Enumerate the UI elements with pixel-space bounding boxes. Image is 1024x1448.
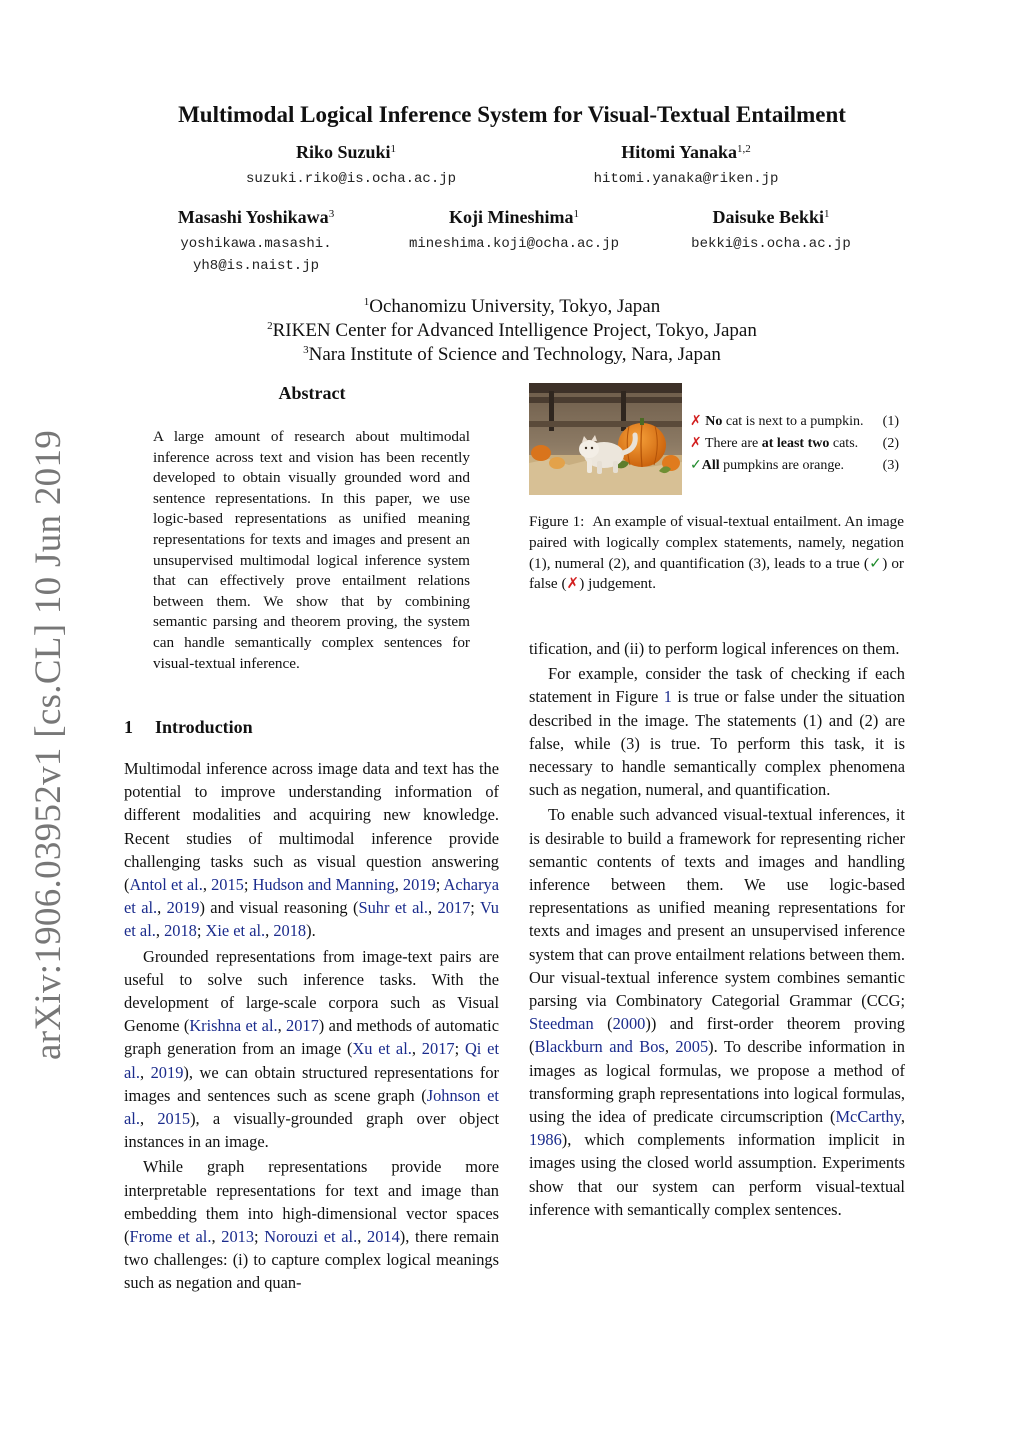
author-affiliation-mark: 1,2 xyxy=(737,143,751,155)
claim-text: pumpkins are orange. xyxy=(719,458,845,473)
citation-link[interactable]: Xie et al. xyxy=(205,921,266,941)
citation-link[interactable]: 2018 xyxy=(164,921,197,941)
body-text: To enable such advanced visual-textual inferences, it is desirable to build a framework for representing richer semantic contents of texts and images and handling inference between them. We use logic-based representations as unified meaning representations for texts and images and present an unsupervised inference system that can prove entailment relations between them. Our visual-textual inference system combines semantic parsing via Combinatory Categorial Grammar (CCG; xyxy=(529,805,905,1011)
citation-link[interactable]: 2013 xyxy=(221,1227,255,1247)
author-affiliation-mark: 3 xyxy=(328,208,335,220)
body-paragraph xyxy=(124,1155,499,1294)
author-email: yh8@is.naist.jp xyxy=(192,258,320,274)
author-block xyxy=(146,207,366,274)
citation-link[interactable]: 1 xyxy=(663,687,672,707)
affiliation-mark: 1 xyxy=(363,296,370,308)
body-text: ( xyxy=(593,1014,613,1034)
citation-link[interactable]: 2017 xyxy=(437,898,471,918)
body-text: ; xyxy=(196,921,206,941)
citation-link[interactable]: 2017 xyxy=(421,1039,455,1059)
arxiv-identifier: arXiv:1906.03952v1 [cs.CL] 10 Jun 2019 xyxy=(28,429,69,1060)
claim-emphasis: All xyxy=(701,458,720,473)
body-text: , xyxy=(411,1039,422,1059)
citation-link[interactable]: 2005 xyxy=(675,1037,709,1057)
body-text: ; xyxy=(254,1227,265,1247)
body-text: Multimodal inference across image data and text has the potential to improve understanding information of different modalities and acquiring new knowledge. Recent studies of multimodal inference provide challenging tasks such as visual question answering ( xyxy=(124,759,499,895)
caption-text: ) judgement. xyxy=(579,575,657,593)
body-text: is true or false under the situation described in the image. The statements (1) and (2) are false, while (3) is true. To perform this task, it is necessary to handle semantically complex phenomena such as negation, numeral, and quantification. xyxy=(529,687,905,800)
affiliation xyxy=(0,296,1024,318)
cross-icon: ✗ xyxy=(566,575,580,593)
citation-link[interactable]: 2019 xyxy=(402,875,436,895)
affiliation xyxy=(0,320,1024,342)
citation-link[interactable]: Norouzi et al. xyxy=(264,1227,358,1247)
body-text: , xyxy=(664,1037,676,1057)
body-text: , xyxy=(357,1227,367,1247)
body-text: tification, and (ii) to perform logical inferences on them. xyxy=(529,639,900,658)
citation-link[interactable]: 2019 xyxy=(150,1062,184,1082)
body-paragraph xyxy=(124,757,499,943)
affiliation-text: RIKEN Center for Advanced Intelligence Project, Tokyo, Japan xyxy=(272,320,757,341)
citation-link[interactable]: Hudson and Manning xyxy=(252,875,395,895)
body-text: , xyxy=(277,1016,287,1036)
body-paragraph xyxy=(124,945,499,1154)
body-text: , xyxy=(428,898,438,918)
body-text: While graph representations provide more interpretable representations for text and image than embedding them into high-dimensional vector spaces ( xyxy=(124,1157,499,1247)
body-text: , xyxy=(139,1109,158,1129)
citation-link[interactable]: 2017 xyxy=(286,1016,319,1036)
citation-link[interactable]: Krishna et al. xyxy=(189,1016,278,1036)
body-paragraph xyxy=(529,637,905,660)
body-text: ). To describe information in images as logical formulas, we propose a method of transforming graph representations into logical formulas, using the idea of predicate circumscription ( xyxy=(529,1037,905,1127)
author-affiliation-mark: 1 xyxy=(824,208,830,220)
affiliation-mark: 3 xyxy=(303,344,309,356)
author-block xyxy=(586,142,786,187)
claim-emphasis: at least two xyxy=(761,436,830,451)
check-icon: ✓ xyxy=(690,458,702,473)
caption-text: An example of visual-textual entailment. An image paired with logically complex statements, namely, negation (1), numeral (2), and quantification (3), leads to a true ( xyxy=(529,513,905,572)
cross-icon: ✗ xyxy=(690,436,702,451)
author-email: bekki@is.ocha.ac.jp xyxy=(691,236,851,252)
citation-link[interactable]: Acharya et al. xyxy=(124,875,500,918)
citation-link[interactable]: 2019 xyxy=(166,898,200,918)
citation-link[interactable]: 2018 xyxy=(273,921,307,941)
figure-caption xyxy=(529,512,904,595)
author-block xyxy=(384,207,644,252)
caption-text: ) or false ( xyxy=(529,554,904,593)
cat-pumpkin-photo xyxy=(529,383,682,495)
citation-link[interactable]: 1986 xyxy=(529,1130,562,1150)
citation-link[interactable]: Frome et al. xyxy=(129,1227,212,1247)
affiliation-mark: 2 xyxy=(267,320,273,332)
author-email: hitomi.yanaka@riken.jp xyxy=(593,171,779,187)
right-body-column xyxy=(529,637,905,1221)
body-text: , xyxy=(157,898,167,918)
citation-link[interactable]: Vu et al. xyxy=(124,898,499,941)
author-name: Masashi Yoshikawa xyxy=(177,207,329,227)
citation-link[interactable]: Qi et al. xyxy=(124,1039,499,1082)
check-icon: ✓ xyxy=(868,554,883,572)
figure-label: Figure 1: xyxy=(529,513,585,530)
body-text: )) and first-order theorem proving ( xyxy=(529,1014,905,1057)
body-text: , xyxy=(265,921,274,941)
claim-2 xyxy=(690,433,905,455)
body-text: , xyxy=(394,875,403,895)
author-affiliation-mark: 1 xyxy=(390,143,397,155)
claim-emphasis: No xyxy=(705,414,723,429)
body-text: ) and visual reasoning ( xyxy=(199,898,359,918)
figure-image xyxy=(529,383,682,495)
body-text: ), a visually-grounded graph over object instances in an image. xyxy=(124,1109,500,1152)
abstract-text: A large amount of research about multimodal inference across text and vision has been recently developed to obtain visually grounded word and sentence representations. In this paper, we use logic-based representations as unified meaning representations for texts and images and present an unsupervised multimodal logical inference system that can effectively prove entailment relations between them. We show that by combining semantic parsing and theorem proving, the system can handle semantically complex sentences for visual-textual inference. xyxy=(153,428,470,672)
affiliation-text: Ochanomizu University, Tokyo, Japan xyxy=(369,296,661,317)
figure-claims xyxy=(690,411,905,477)
section-number: 1 xyxy=(124,717,133,737)
citation-link[interactable]: Blackburn and Bos xyxy=(534,1037,665,1057)
author-name: Koji Mineshima xyxy=(449,207,574,227)
body-text: ; xyxy=(454,1039,465,1059)
citation-link[interactable]: 2015 xyxy=(157,1109,191,1129)
body-text: ; xyxy=(435,875,444,895)
affiliation xyxy=(0,344,1024,366)
citation-link[interactable]: McCarthy xyxy=(835,1107,901,1127)
body-text: Grounded representations from image-text pairs are useful to solve such inference tasks. With the development of large-scale corpora such as Visual Genome ( xyxy=(124,946,499,1036)
author-affiliation-mark: 1 xyxy=(573,208,579,220)
author-name: Hitomi Yanaka xyxy=(621,142,738,162)
citation-link[interactable]: Steedman xyxy=(529,1014,594,1034)
body-text: ; xyxy=(243,875,253,895)
body-text: , xyxy=(211,1227,222,1247)
author-email: suzuki.riko@is.ocha.ac.jp xyxy=(246,171,457,187)
body-text: , xyxy=(155,921,165,941)
left-body-column xyxy=(124,757,499,1295)
citation-link[interactable]: Suhr et al. xyxy=(358,898,428,918)
section-heading xyxy=(124,717,253,738)
citation-link[interactable]: 2015 xyxy=(211,875,244,895)
cross-icon: ✗ xyxy=(690,414,702,429)
citation-link[interactable]: Johnson et al. xyxy=(124,1085,499,1129)
body-text: ), which complements information implicit in images using the closed world assumption. Experiments show that our system can perform visual-textual inference with semantically complex sentences. xyxy=(529,1130,905,1219)
body-text: , xyxy=(202,875,212,895)
body-text: ), we can obtain structured representations for images and sentences such as scene graph ( xyxy=(124,1062,499,1105)
body-paragraph xyxy=(529,662,905,801)
author-email: mineshima.koji@ocha.ac.jp xyxy=(408,236,620,252)
body-text: For example, consider the task of checking if each statement in Figure xyxy=(529,664,905,707)
author-name: Daisuke Bekki xyxy=(712,207,825,227)
paper-title: Multimodal Logical Inference System for Visual-Textual Entailment xyxy=(178,102,846,127)
body-text: ). xyxy=(306,921,316,941)
citation-link[interactable]: Antol et al. xyxy=(129,875,203,895)
citation-link[interactable]: Xu et al. xyxy=(352,1039,412,1059)
body-text: , xyxy=(139,1062,151,1082)
claim-number: (1) xyxy=(882,414,899,429)
body-paragraph xyxy=(529,803,905,1221)
section-title: Introduction xyxy=(155,717,253,737)
body-text: , xyxy=(900,1107,905,1127)
claim-text: There are xyxy=(704,436,762,451)
claim-text: cats. xyxy=(829,436,859,451)
abstract-heading: Abstract xyxy=(278,383,346,403)
body-text: ; xyxy=(470,898,480,918)
author-name: Riko Suzuki xyxy=(295,142,391,162)
author-block xyxy=(246,142,457,187)
citation-link[interactable]: 2000 xyxy=(612,1014,646,1034)
claim-number: (3) xyxy=(882,458,899,473)
author-email: yoshikawa.masashi. xyxy=(180,236,332,252)
citation-link[interactable]: 2014 xyxy=(367,1227,400,1247)
body-text: ) and methods of automatic graph generation from an image ( xyxy=(124,1016,500,1059)
claim-text: cat is next to a pumpkin. xyxy=(722,414,864,429)
body-text: ), there remain two challenges: (i) to capture complex logical meanings such as negation and quan- xyxy=(124,1227,500,1293)
claim-1 xyxy=(690,411,905,433)
affiliation-text: Nara Institute of Science and Technology, Nara, Japan xyxy=(308,344,721,365)
claim-number: (2) xyxy=(882,436,899,451)
claim-3 xyxy=(690,455,905,477)
author-block xyxy=(666,207,876,252)
